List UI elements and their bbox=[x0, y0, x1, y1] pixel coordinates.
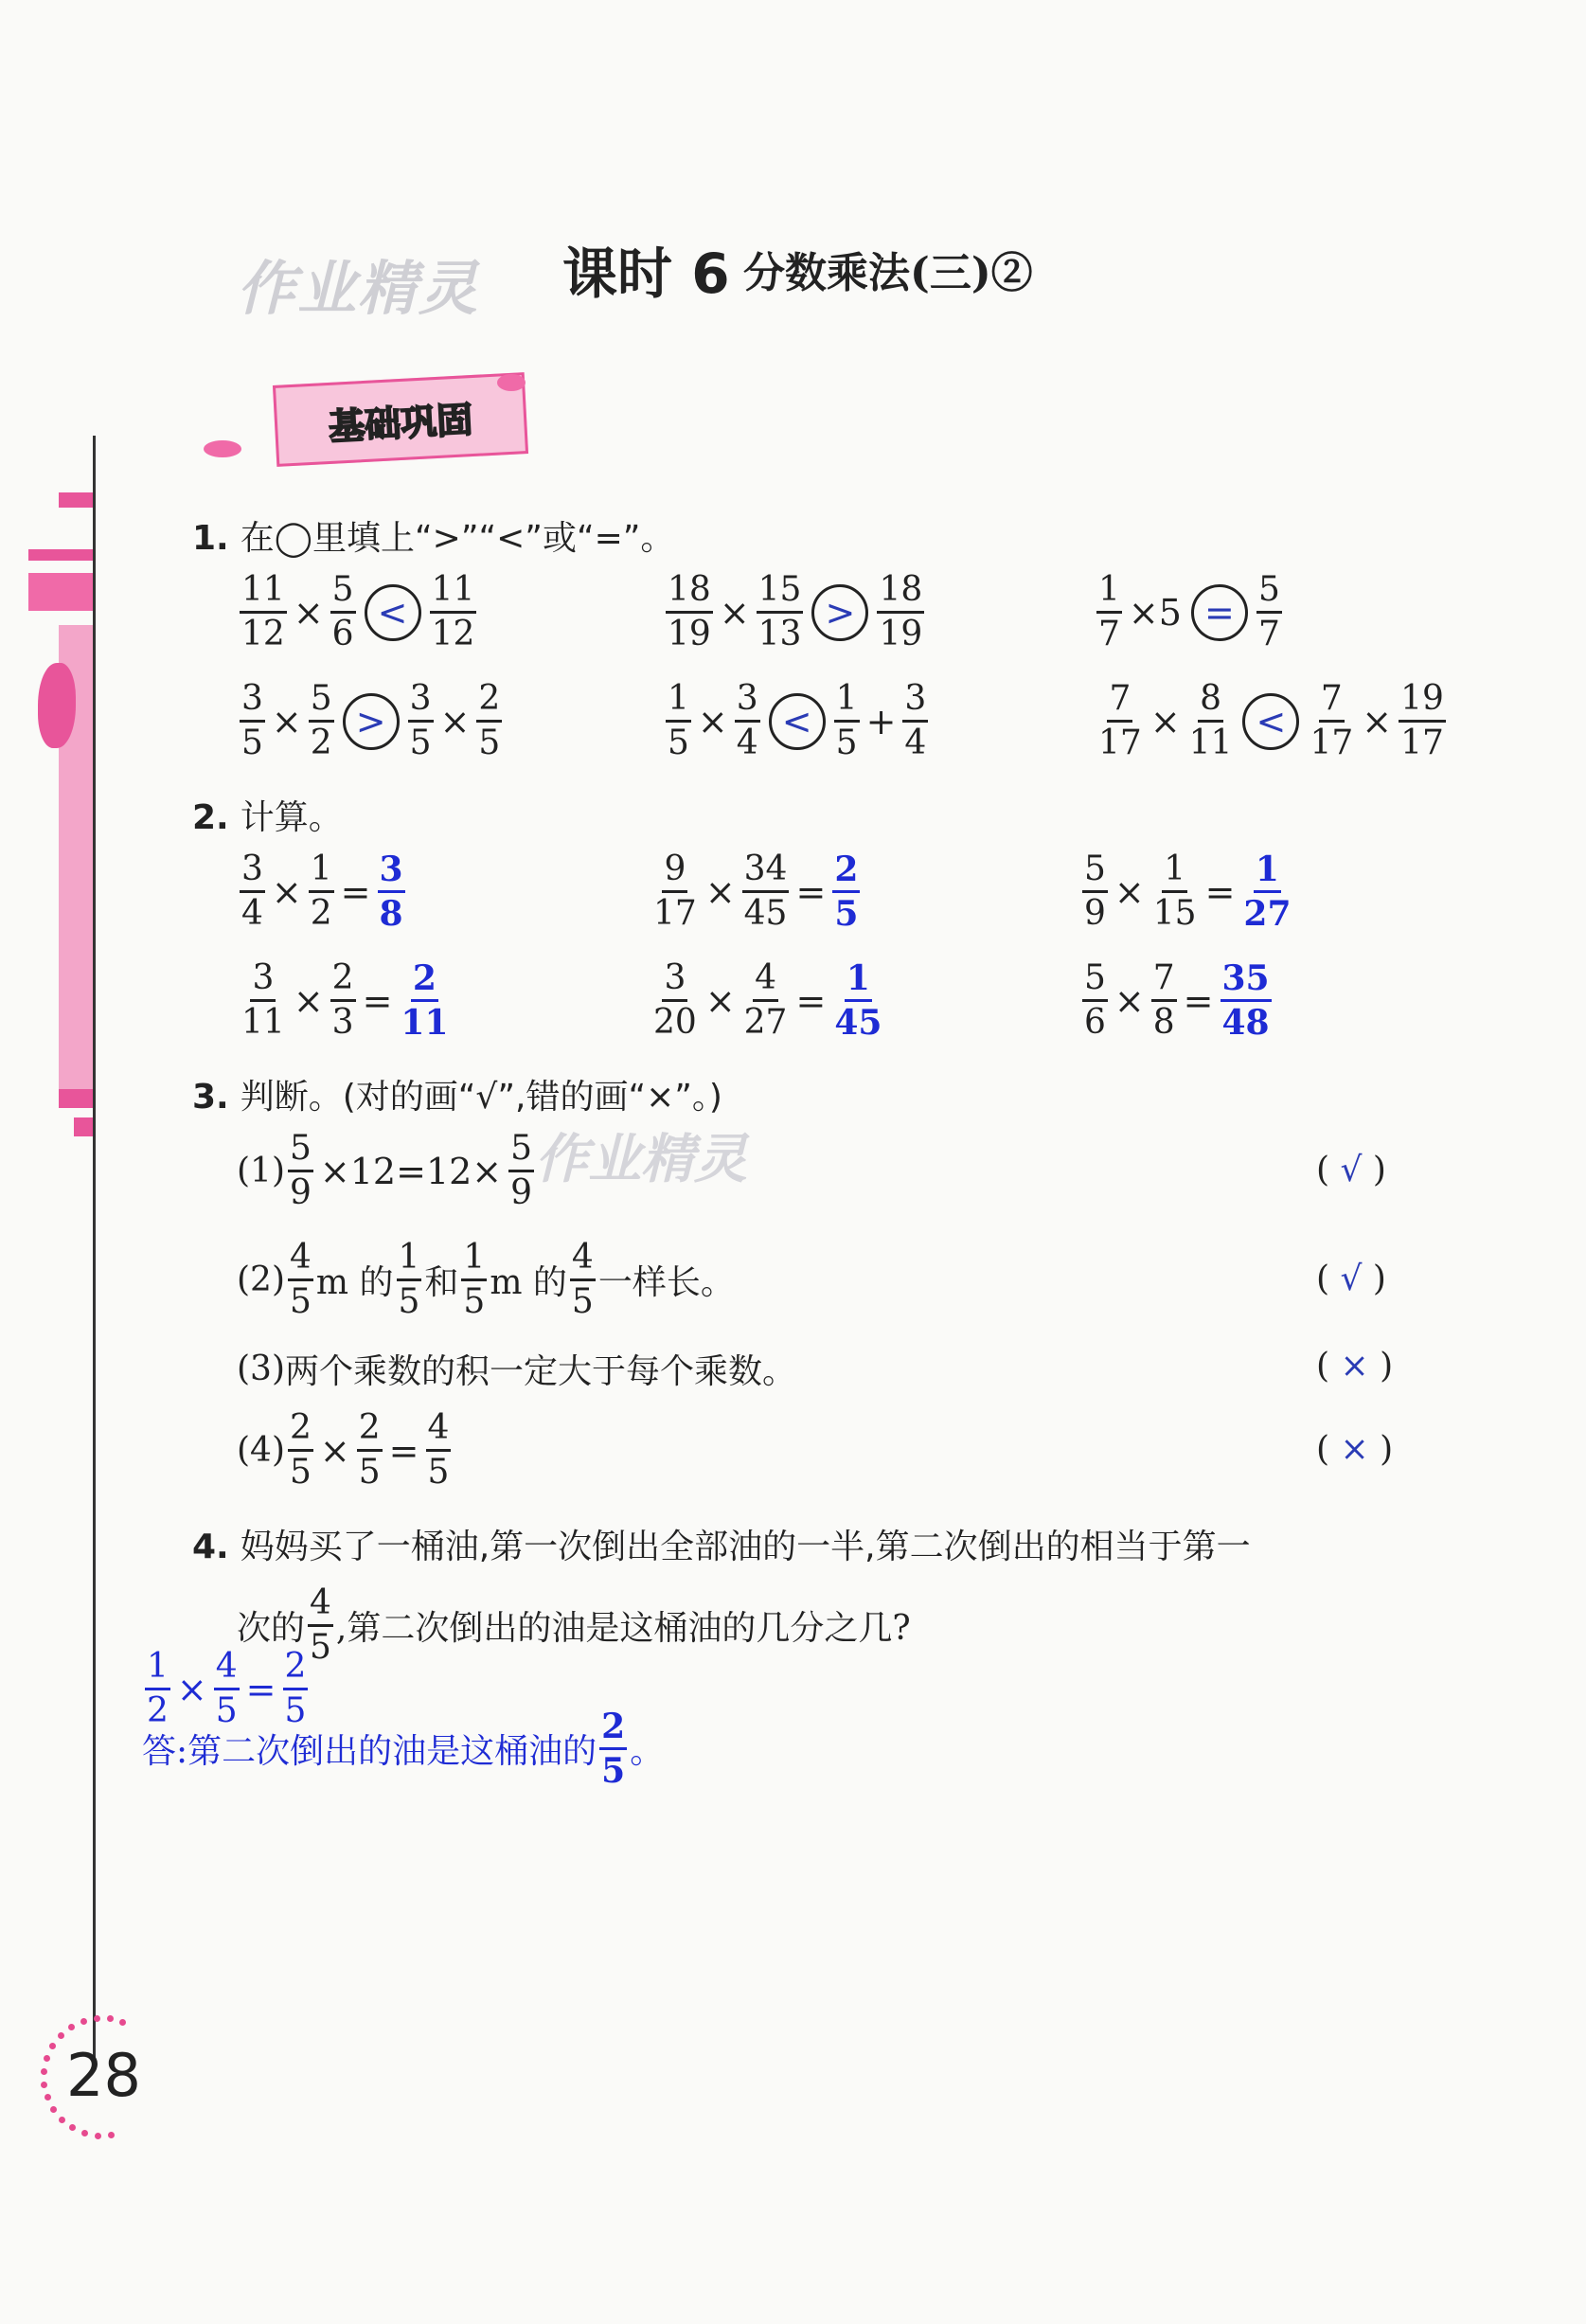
ring-dot bbox=[81, 2130, 88, 2136]
answer-value: $\frac{3}{8}$ bbox=[379, 849, 403, 934]
q2-item-2: $\frac{9}{17}$ × $\frac{34}{45}$ = $\frac{2}{5}$ bbox=[649, 852, 863, 931]
ring-dot bbox=[107, 2015, 114, 2022]
ring-dot bbox=[41, 2068, 47, 2075]
q2-item-5: $\frac{3}{20}$ × $\frac{4}{27}$ = $\frac{1}{45}$ bbox=[649, 961, 886, 1040]
q1-item-3: $\frac{1}{7}$ ×5 = $\frac{5}{7}$ bbox=[1098, 570, 1280, 653]
q2-item-4: $\frac{3}{11}$ × $\frac{2}{3}$ = $\frac{2}{11}$ bbox=[237, 961, 454, 1040]
ring-dot bbox=[45, 2094, 51, 2101]
leaf-decoration bbox=[497, 374, 526, 391]
q1-item-1: $\frac{11}{12}$ × $\frac{5}{6}$ < $\frac{11}{12}$ bbox=[241, 570, 475, 653]
ring-dot bbox=[50, 2106, 57, 2113]
q1-item-2: $\frac{18}{19}$ × $\frac{15}{13}$ > $\frac{18}{19}$ bbox=[668, 570, 923, 653]
ring-dot bbox=[58, 2032, 64, 2039]
page-title: 分数乘法(三)② bbox=[743, 249, 1033, 297]
answer-circle[interactable]: < bbox=[769, 693, 826, 750]
answer-value: $\frac{2}{5}$ bbox=[834, 849, 859, 934]
q3-item-2: (2) $\frac{4}{5}$ m 的 $\frac{1}{5}$ 和 $\frac{1}{5}$ m 的 $\frac{4}{5}$ 一样长。 bbox=[237, 1238, 735, 1321]
margin-decoration bbox=[28, 573, 93, 611]
watermark-logo: 作业精灵 bbox=[535, 1129, 747, 1190]
ring-dot bbox=[108, 2132, 115, 2138]
margin-decoration bbox=[59, 492, 93, 508]
answer-circle[interactable]: = bbox=[1191, 584, 1248, 641]
q1-item-6: $\frac{7}{17}$ × $\frac{8}{11}$ < $\frac{7}{17}$ × $\frac{19}{17}$ bbox=[1098, 679, 1444, 762]
margin-line bbox=[93, 436, 96, 2065]
leaf-decoration bbox=[204, 440, 241, 457]
margin-decoration bbox=[74, 1117, 93, 1136]
ring-dot bbox=[59, 2117, 65, 2123]
section-badge-label: 基础巩固 bbox=[328, 398, 474, 448]
question-2-title: 2. 计算。 bbox=[192, 798, 343, 837]
question-1-title: 1. 在◯里填上“>”“<”或“=”。 bbox=[192, 519, 675, 558]
ring-dot bbox=[94, 2015, 100, 2022]
answer-circle[interactable]: > bbox=[343, 693, 400, 750]
lesson-number: 课时 6 bbox=[562, 241, 730, 306]
ring-dot bbox=[68, 2024, 75, 2030]
answer-circle[interactable]: < bbox=[1242, 693, 1299, 750]
margin-decoration bbox=[38, 663, 76, 748]
answer-value: $\frac{2}{11}$ bbox=[401, 958, 449, 1043]
ring-dot bbox=[119, 2019, 126, 2026]
q3-answer-4: ( × ) bbox=[1316, 1430, 1394, 1469]
q3-item-4: (4) $\frac{2}{5}$ × $\frac{2}{5}$ = $\frac{4}{5}$ bbox=[237, 1408, 450, 1492]
watermark-logo: 作业精灵 bbox=[237, 254, 480, 323]
ring-dot bbox=[41, 2082, 47, 2088]
answer-value: $\frac{1}{27}$ bbox=[1243, 849, 1292, 934]
answer-value: $\frac{1}{45}$ bbox=[834, 958, 882, 1043]
ring-dot bbox=[49, 2043, 56, 2049]
ring-dot bbox=[95, 2133, 101, 2139]
margin-decoration bbox=[28, 549, 93, 561]
q3-answer-3: ( × ) bbox=[1316, 1347, 1394, 1385]
margin-decoration bbox=[59, 1089, 93, 1108]
q2-item-6: $\frac{5}{6}$ × $\frac{7}{8}$ = $\frac{35}{48}$ bbox=[1079, 961, 1274, 1040]
q1-item-5: $\frac{1}{5}$ × $\frac{3}{4}$ < $\frac{1}{5}$ + $\frac{3}{4}$ bbox=[668, 679, 927, 762]
q4-solution-equation: $\frac{1}{2}$ × $\frac{4}{5}$ = $\frac{2}{5}$ bbox=[147, 1647, 307, 1730]
q2-item-3: $\frac{5}{9}$ × $\frac{1}{15}$ = $\frac{1}{27}$ bbox=[1079, 852, 1296, 931]
q2-item-1: $\frac{3}{4}$ × $\frac{1}{2}$ = $\frac{3}{8}$ bbox=[237, 852, 408, 931]
ring-dot bbox=[44, 2055, 50, 2062]
q3-answer-1: ( √ ) bbox=[1316, 1151, 1386, 1189]
question-4-title: 4. 妈妈买了一桶油,第一次倒出全部油的一半,第二次倒出的相当于第一 bbox=[192, 1528, 1251, 1566]
q1-item-4: $\frac{3}{5}$ × $\frac{5}{2}$ > $\frac{3}{5}$ × $\frac{2}{5}$ bbox=[241, 679, 501, 762]
page-number: 28 bbox=[66, 2041, 141, 2110]
answer-circle[interactable]: > bbox=[811, 584, 868, 641]
answer-value: $\frac{35}{48}$ bbox=[1221, 958, 1270, 1043]
question-4-line2: 次的 $\frac{4}{5}$ ,第二次倒出的油是这桶油的几分之几? bbox=[237, 1583, 911, 1667]
q4-answer-sentence: 答:第二次倒出的油是这桶油的 $\frac{2}{5}$ 。 bbox=[142, 1707, 665, 1791]
question-3-title: 3. 判断。(对的画“√”,错的画“×”。) bbox=[192, 1078, 722, 1117]
ring-dot bbox=[80, 2018, 87, 2025]
section-badge bbox=[273, 372, 528, 467]
ring-dot bbox=[69, 2124, 76, 2131]
answer-circle[interactable]: < bbox=[365, 584, 421, 641]
q3-item-1: (1) $\frac{5}{9}$ ×12=12× $\frac{5}{9}$ bbox=[237, 1129, 533, 1212]
q3-answer-2: ( √ ) bbox=[1316, 1260, 1386, 1298]
q3-item-3: (3) 两个乘数的积一定大于每个乘数。 bbox=[237, 1350, 797, 1391]
